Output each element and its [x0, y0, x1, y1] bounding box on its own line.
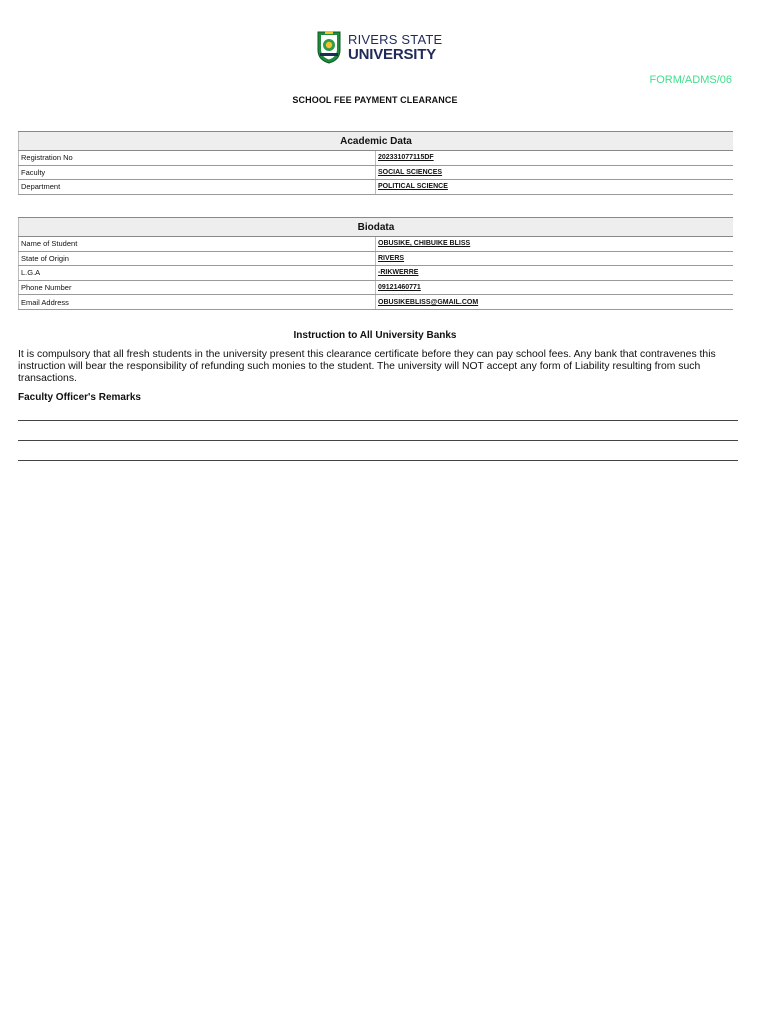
state-of-origin-value: RIVERS — [376, 251, 734, 266]
email-address-label: Email Address — [19, 295, 376, 310]
faculty-value: SOCIAL SCIENCES — [376, 165, 734, 180]
phone-number-value: 09121460771 — [376, 280, 734, 295]
email-address-value: OBUSIKEBLISS@GMAIL.COM — [376, 295, 734, 310]
table-row — [19, 266, 734, 281]
faculty-label: Faculty — [19, 165, 376, 180]
table-header-row — [19, 218, 734, 237]
logo-line1: RIVERS STATE — [348, 31, 443, 47]
student-name-value: OBUSIKE, CHIBUIKE BLISS — [376, 237, 734, 252]
registration-no-label: Registration No — [19, 151, 376, 166]
registration-no-value: 202331077115DF — [376, 151, 734, 166]
biodata-heading: Biodata — [19, 218, 734, 237]
department-value: POLITICAL SCIENCE — [376, 180, 734, 195]
academic-data-table — [18, 131, 733, 195]
academic-data-heading: Academic Data — [19, 132, 734, 151]
form-code: FORM/ADMS/06 — [649, 74, 732, 86]
crest-icon — [316, 30, 342, 64]
phone-number-label: Phone Number — [19, 280, 376, 295]
table-row — [19, 151, 734, 166]
table-row — [19, 165, 734, 180]
state-of-origin-label: State of Origin — [19, 251, 376, 266]
remarks-label: Faculty Officer's Remarks — [18, 392, 141, 403]
table-row — [19, 251, 734, 266]
student-name-label: Name of Student — [19, 237, 376, 252]
biodata-table — [18, 217, 733, 310]
instruction-text: It is compulsory that all fresh students in the university present this clearance certificate before they can pay school fees. Any bank that contravenes this instruction will bear the responsibility of refunding such monies to the student. The university will NOT accept any form of Liability resulting from such transactions. — [18, 349, 716, 384]
department-label: Department — [19, 180, 376, 195]
remarks-line — [18, 440, 738, 441]
document-title: SCHOOL FEE PAYMENT CLEARANCE — [292, 95, 458, 105]
remarks-line — [18, 460, 738, 461]
remarks-line — [18, 420, 738, 421]
table-row — [19, 280, 734, 295]
lga-value: -RIKWERRE — [376, 266, 734, 281]
logo-line2: UNIVERSITY — [348, 45, 437, 63]
table-row — [19, 180, 734, 195]
table-row — [19, 295, 734, 310]
table-header-row — [19, 132, 734, 151]
table-row — [19, 237, 734, 252]
university-logo — [316, 28, 446, 66]
instruction-heading: Instruction to All University Banks — [293, 330, 457, 341]
lga-label: L.G.A — [19, 266, 376, 281]
